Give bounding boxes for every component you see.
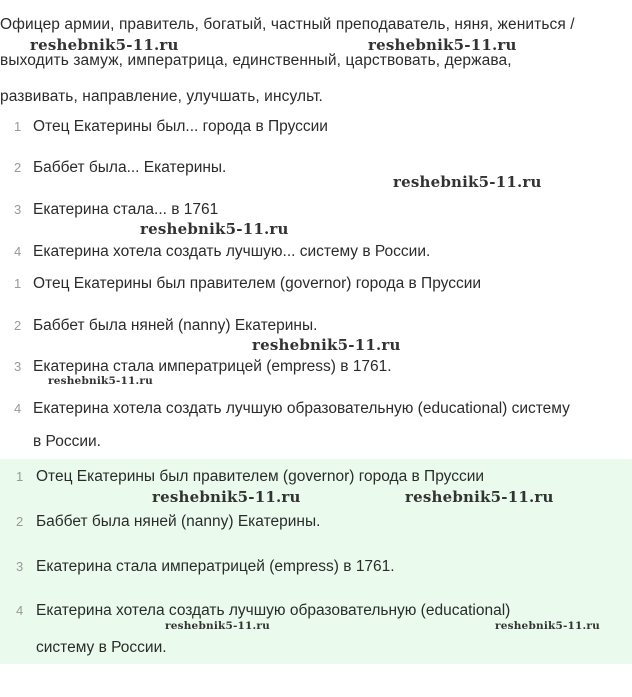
vocabulary-line-3: развивать, направление, улучшать, инсульт. — [0, 88, 323, 105]
item-number: 3 — [14, 359, 22, 374]
item-number: 3 — [16, 559, 24, 574]
item-text-continued: в России. — [33, 433, 101, 450]
item-number: 3 — [14, 202, 22, 217]
item-number: 1 — [14, 276, 22, 291]
item-text: Екатерина стала... в 1761 — [33, 201, 219, 218]
item-text: Екатерина хотела создать лучшую образовательную (educational) — [36, 602, 511, 619]
watermark: reshebnik5-11.ru — [152, 488, 301, 506]
watermark: reshebnik5-11.ru — [252, 336, 401, 354]
item-text: Отец Екатерины был правителем (governor) города в Пруссии — [36, 468, 485, 485]
item-text: Екатерина хотела создать лучшую... систему в России. — [33, 243, 431, 260]
item-text: Екатерина стала императрицей (empress) в 1761. — [36, 558, 395, 575]
item-number: 4 — [16, 603, 24, 618]
item-number: 4 — [14, 244, 22, 259]
item-number: 1 — [16, 469, 24, 484]
watermark: reshebnik5-11.ru — [393, 173, 542, 191]
item-text: Баббет была няней (nanny) Екатерины. — [36, 513, 321, 530]
item-number: 2 — [14, 160, 22, 175]
item-number: 4 — [14, 401, 22, 416]
watermark: reshebnik5-11.ru — [48, 375, 153, 387]
item-number: 2 — [14, 318, 22, 333]
item-text: Отец Екатерины был... города в Пруссии — [33, 118, 328, 135]
vocabulary-line-1: Офицер армии, правитель, богатый, частный преподаватель, няня, жениться / — [0, 16, 575, 33]
watermark: reshebnik5-11.ru — [165, 620, 270, 632]
watermark: reshebnik5-11.ru — [140, 220, 289, 238]
item-text: Екатерина стала императрицей (empress) в 1761. — [33, 358, 392, 375]
item-text: Баббет была... Екатерины. — [33, 159, 227, 176]
vocabulary-line-2: выходить замуж, императрица, единственный, царствовать, держава, — [0, 52, 512, 69]
item-text: Отец Екатерины был правителем (governor) города в Пруссии — [33, 275, 482, 292]
item-text: Баббет была няней (nanny) Екатерины. — [33, 317, 318, 334]
watermark: reshebnik5-11.ru — [368, 36, 517, 54]
watermark: reshebnik5-11.ru — [30, 36, 179, 54]
watermark: reshebnik5-11.ru — [495, 620, 600, 632]
watermark: reshebnik5-11.ru — [405, 488, 554, 506]
item-text-continued: систему в России. — [36, 639, 167, 656]
item-number: 1 — [14, 119, 22, 134]
item-number: 2 — [16, 514, 24, 529]
item-text: Екатерина хотела создать лучшую образовательную (educational) систему — [33, 400, 570, 417]
